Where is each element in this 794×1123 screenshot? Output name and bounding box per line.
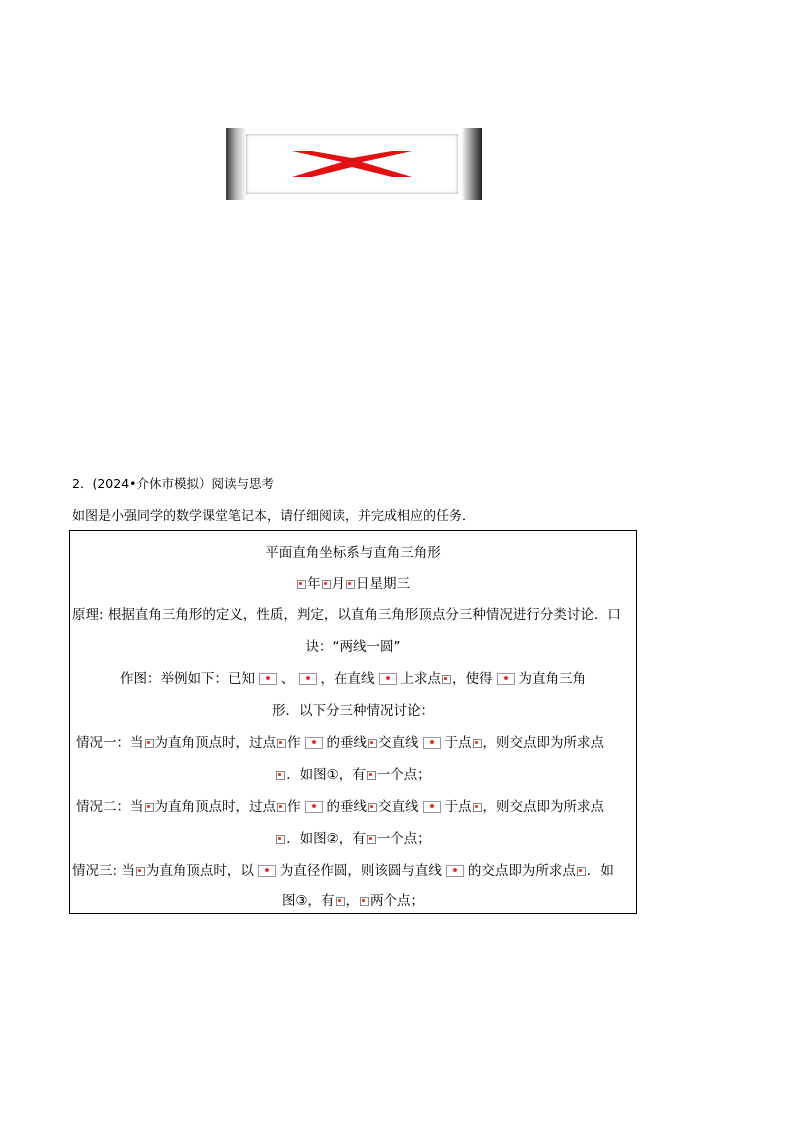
missing-image-icon — [305, 801, 323, 813]
case2-line-2: ．如图②，有 一个点； — [70, 827, 636, 847]
missing-image-icon — [136, 867, 145, 876]
case1-line-1: 情况一：当 为直角顶点时，过点 作 的垂线 交直线 于点 ，则交点即为所求点 — [76, 735, 604, 751]
missing-image-icon — [379, 673, 397, 685]
missing-image-icon — [277, 803, 286, 812]
principle-line-1: 原理: 根据直角三角形的定义，性质，判定，以直角三角形顶点分三种情况进行分类讨论．口 — [72, 607, 621, 623]
question-intro: 如图是小强同学的数学课堂笔记本，请仔细阅读，并完成相应的任务． — [72, 509, 476, 524]
case3-line-1: 情况三: 当 为直角顶点时，以 为直径作圆，则该圆与直线 的交点即为所求点 ．如 — [72, 863, 614, 879]
missing-image-icon — [297, 580, 306, 589]
note-date: 年 月 日星期三 — [70, 572, 636, 592]
broken-image-icon — [292, 149, 412, 179]
missing-image-icon — [145, 739, 154, 748]
missing-image-icon — [322, 580, 331, 589]
drawing-line-2: 形．以下分三种情况讨论： — [272, 703, 434, 719]
missing-image-icon — [577, 867, 586, 876]
broken-image — [226, 128, 482, 200]
missing-image-icon — [305, 737, 323, 749]
principle-line-2: 诀：“两线一圆” — [305, 639, 401, 655]
missing-image-icon — [276, 835, 285, 844]
case2-line-1: 情况二：当 为直角顶点时，过点 作 的垂线 交直线 于点 ，则交点即为所求点 — [76, 799, 604, 815]
missing-image-icon — [360, 897, 369, 906]
case1-line-2: ．如图①，有 一个点； — [70, 763, 636, 783]
missing-image-icon — [423, 801, 441, 813]
missing-image-icon — [367, 835, 376, 844]
missing-image-icon — [442, 675, 451, 684]
drawing-line-1: 作图：举例如下：已知 、 ，在直线 上求点 ，使得 为直角三角 — [120, 671, 586, 687]
missing-image-icon — [276, 771, 285, 780]
note-title: 平面直角坐标系与直角三角形 — [265, 545, 441, 561]
notebook-box — [69, 530, 637, 914]
missing-image-icon — [299, 673, 317, 685]
broken-image-frame — [246, 134, 458, 194]
missing-image-icon — [346, 580, 355, 589]
missing-image-icon — [473, 739, 482, 748]
question-header: 2．(2024•介休市模拟）阅读与思考 — [72, 476, 275, 491]
case3-line-2: 图③，有 ， 两个点； — [281, 893, 425, 909]
missing-image-icon — [258, 865, 276, 877]
missing-image-icon — [446, 865, 464, 877]
missing-image-icon — [367, 771, 376, 780]
missing-image-icon — [473, 803, 482, 812]
missing-image-icon — [145, 803, 154, 812]
missing-image-icon — [277, 739, 286, 748]
missing-image-icon — [423, 737, 441, 749]
missing-image-icon — [368, 803, 377, 812]
missing-image-icon — [259, 673, 277, 685]
missing-image-icon — [368, 739, 377, 748]
missing-image-icon — [497, 673, 515, 685]
missing-image-icon — [336, 897, 345, 906]
